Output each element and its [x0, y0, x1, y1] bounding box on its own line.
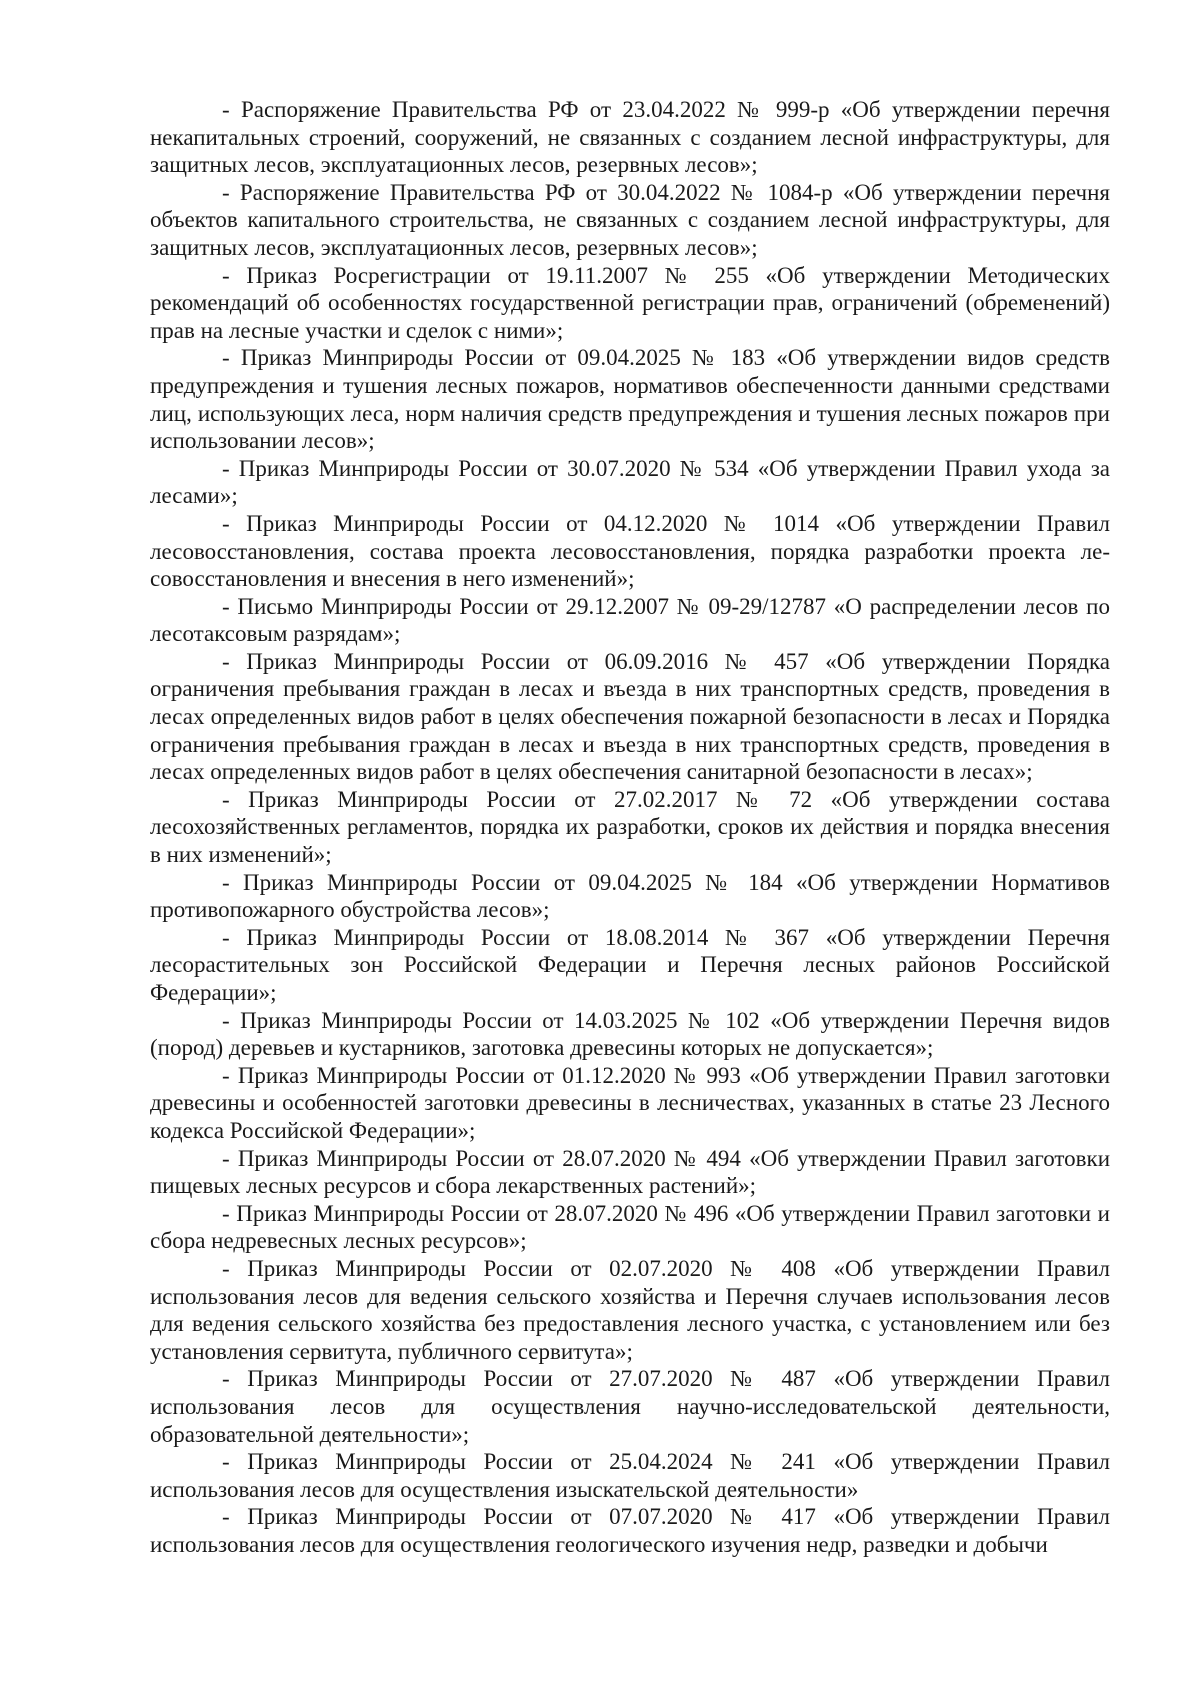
list-item: - Приказ Минприроды России от 14.03.2025 № 102 «Об утверждении Перечня видов (пород) деревьев и кустарников, заготовка древесины которых не допускается»; [150, 1007, 1110, 1061]
list-item: - Приказ Минприроды России от 25.04.2024 № 241 «Об утверждении Правил использования лесов для осуществления изыскательской деятельности» [150, 1449, 1110, 1502]
list-item: - Письмо Минприроды России от 29.12.2007 № 09-29/12787 «О распределении лесов по лесотаксовым разрядам»; [150, 593, 1110, 647]
list-item: - Приказ Минприроды России от 30.07.2020 № 534 «Об утверждении Правил ухода за лесами»; [150, 455, 1110, 509]
list-item: - Распоряжение Правительства РФ от 23.04.2022 № 999-р «Об утверждении перечня некапитальных строений, сооружений, не связанных с созданием лесной инфраструктуры, для защитных лесов, эксплуатационных лесов, резервных лесов»; [150, 97, 1110, 178]
list-item: - Приказ Минприроды России от 28.07.2020 № 496 «Об утверждении Правил заготовки и сбора недревесных лесных ресурсов»; [150, 1200, 1110, 1254]
list-item: - Приказ Минприроды России от 09.04.2025 № 183 «Об утверждении видов средств предупреждения и тушения лесных пожаров, нормативов обеспеченности данными средствами лиц, использующих леса, норм наличия средств предупреждения и тушения лесных пожаров при использовании лесов»; [150, 345, 1110, 454]
document-body [150, 96, 1110, 1558]
list-item: - Приказ Минприроды России от 06.09.2016 № 457 «Об утверждении Порядка ограничения пребывания граждан в лесах и въезда в них транспортных средств, проведения в лесах определенных видов работ в целях обеспечения пожарной безопасности в лесах и Порядка ограничения пребывания граждан в лесах и въезда в них транспортных средств, проведения в лесах определенных видов работ в целях обеспечения санитарной безопасности в лесах»; [150, 648, 1110, 785]
list-item: - Приказ Минприроды России от 07.07.2020 № 417 «Об утверждении Правил использования лесов для осуществления геологического изучения недр, разведки и добычи [150, 1504, 1110, 1557]
list-item: - Приказ Минприроды России от 27.07.2020 № 487 «Об утверждении Правил использования лесов для осуществления научно-исследовательской деятельности, образовательной деятельности»; [150, 1366, 1110, 1447]
list-item: - Приказ Росрегистрации от 19.11.2007 № 255 «Об утверждении Методических рекомендаций об особенностях государственной регистрации прав, ограничений (обременений) прав на лесные участки и сделок с ними»; [150, 262, 1110, 343]
list-item: - Приказ Минприроды России от 18.08.2014 № 367 «Об утверждении Перечня лесорастительных зон Российской Федерации и Перечня лесных районов Российской Федерации»; [150, 924, 1110, 1005]
list-item: - Приказ Минприроды России от 02.07.2020 № 408 «Об утверждении Правил использования лесов для ведения сельского хозяйства и Перечня случаев использования лесов для ведения сельского хозяйства без предоставления лесного участка, с установлением или без установления сервитута, публичного сервитута»; [150, 1255, 1110, 1364]
list-item: - Приказ Минприроды России от 27.02.2017 № 72 «Об утверждении состава лесохозяйственных регламентов, порядка их разработки, сроков их действия и порядка внесения в них изменений»; [150, 786, 1110, 868]
list-item: - Приказ Минприроды России от 28.07.2020 № 494 «Об утверждении Правил заготовки пищевых лесных ресурсов и сбора лекарственных растений»; [150, 1145, 1110, 1199]
list-item: - Распоряжение Правительства РФ от 30.04.2022 № 1084-р «Об утверждении перечня объектов капитального строительства, не связанных с созданием лесной инфраструктуры, для защитных лесов, эксплуатационных лесов, резервных лесов»; [150, 179, 1110, 260]
list-item: - Приказ Минприроды России от 09.04.2025 № 184 «Об утверждении Нормативов противопожарного обустройства лесов»; [150, 869, 1110, 923]
list-item: - Приказ Минприроды России от 04.12.2020 № 1014 «Об утверждении Правил лесовосстановления, состава проекта лесовосстановления, порядка разработки проекта лесовосстановления и внесения в него изменений»; [150, 510, 1110, 592]
list-item: - Приказ Минприроды России от 01.12.2020 № 993 «Об утверждении Правил заготовки древесины и особенностей заготовки древесины в лесничествах, указанных в статье 23 Лесного кодекса Российской Федерации»; [150, 1062, 1110, 1143]
